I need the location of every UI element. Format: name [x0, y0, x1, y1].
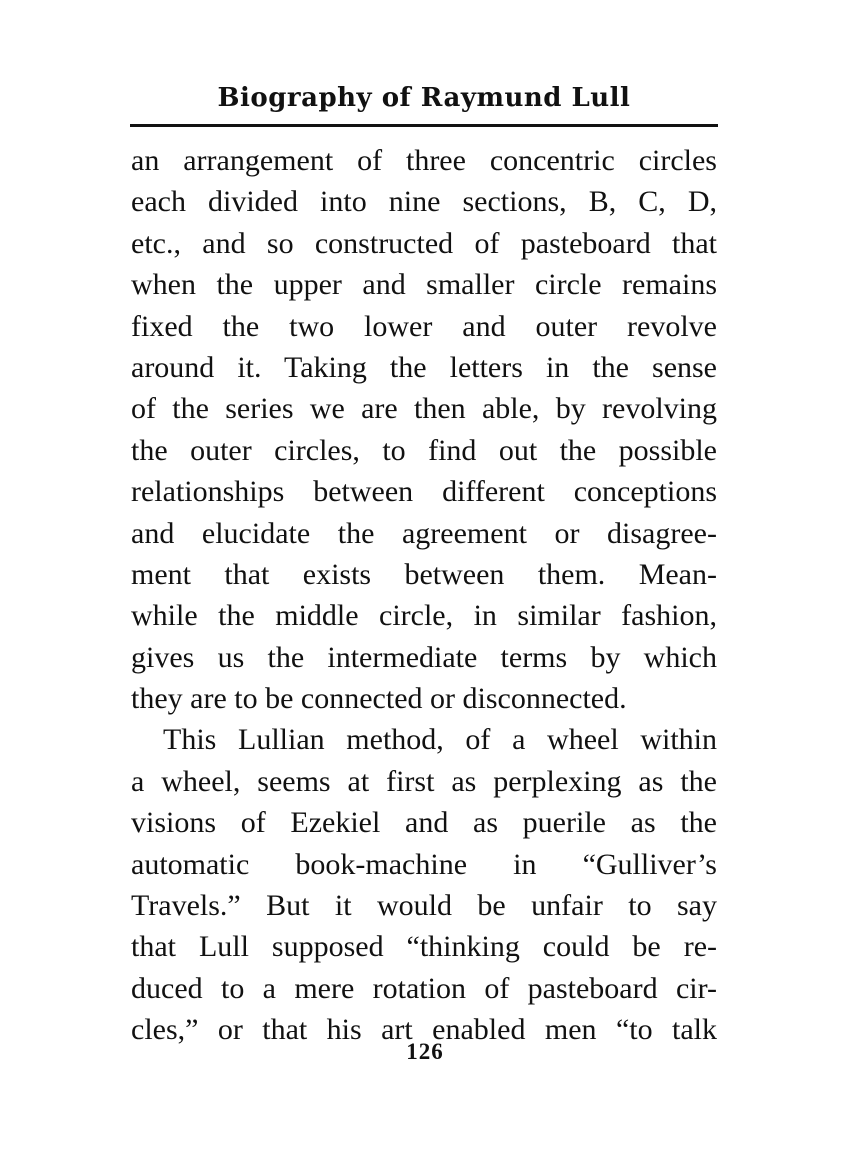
text-line: when the upper and smaller circle remains — [131, 268, 717, 302]
text-line: that Lull supposed “thinking could be re- — [131, 930, 717, 964]
text-line: cles,” or that his art enabled men “to talk — [131, 1013, 717, 1047]
text-line: and elucidate the agreement or disagree- — [131, 516, 717, 550]
text-line: automatic book-machine in “Gulliver’s — [131, 847, 717, 881]
text-line: duced to a mere rotation of pasteboard cir- — [131, 971, 717, 1005]
text-line: of the series we are then able, by revolving — [131, 392, 717, 426]
paragraph-end-line: they are to be connected or disconnected. — [131, 682, 627, 716]
text-line: fixed the two lower and outer revolve — [131, 309, 717, 343]
text-line: gives us the intermediate terms by which — [131, 640, 717, 674]
text-line: while the middle circle, in similar fashion, — [131, 599, 717, 633]
header-rule — [130, 124, 718, 127]
text-line: etc., and so constructed of pasteboard that — [131, 226, 717, 260]
running-head: Biography of Raymund Lull — [217, 83, 631, 113]
text-line: relationships between different conceptions — [131, 475, 717, 509]
text-line: a wheel, seems at first as perplexing as the — [131, 764, 717, 798]
text-line: Travels.” But it would be unfair to say — [131, 889, 717, 923]
text-line: an arrangement of three concentric circles — [131, 144, 717, 177]
text-line: the outer circles, to find out the possible — [131, 433, 717, 467]
text-line: ment that exists between them. Mean- — [131, 557, 717, 591]
text-line: around it. Taking the letters in the sense — [131, 350, 717, 384]
text-line: each divided into nine sections, B, C, D, — [131, 185, 717, 219]
paragraph-first-line: This Lullian method, of a wheel within — [163, 723, 717, 757]
page-number: 126 — [406, 1039, 444, 1064]
text-line: visions of Ezekiel and as puerile as the — [131, 806, 717, 840]
body-text — [131, 140, 717, 1051]
